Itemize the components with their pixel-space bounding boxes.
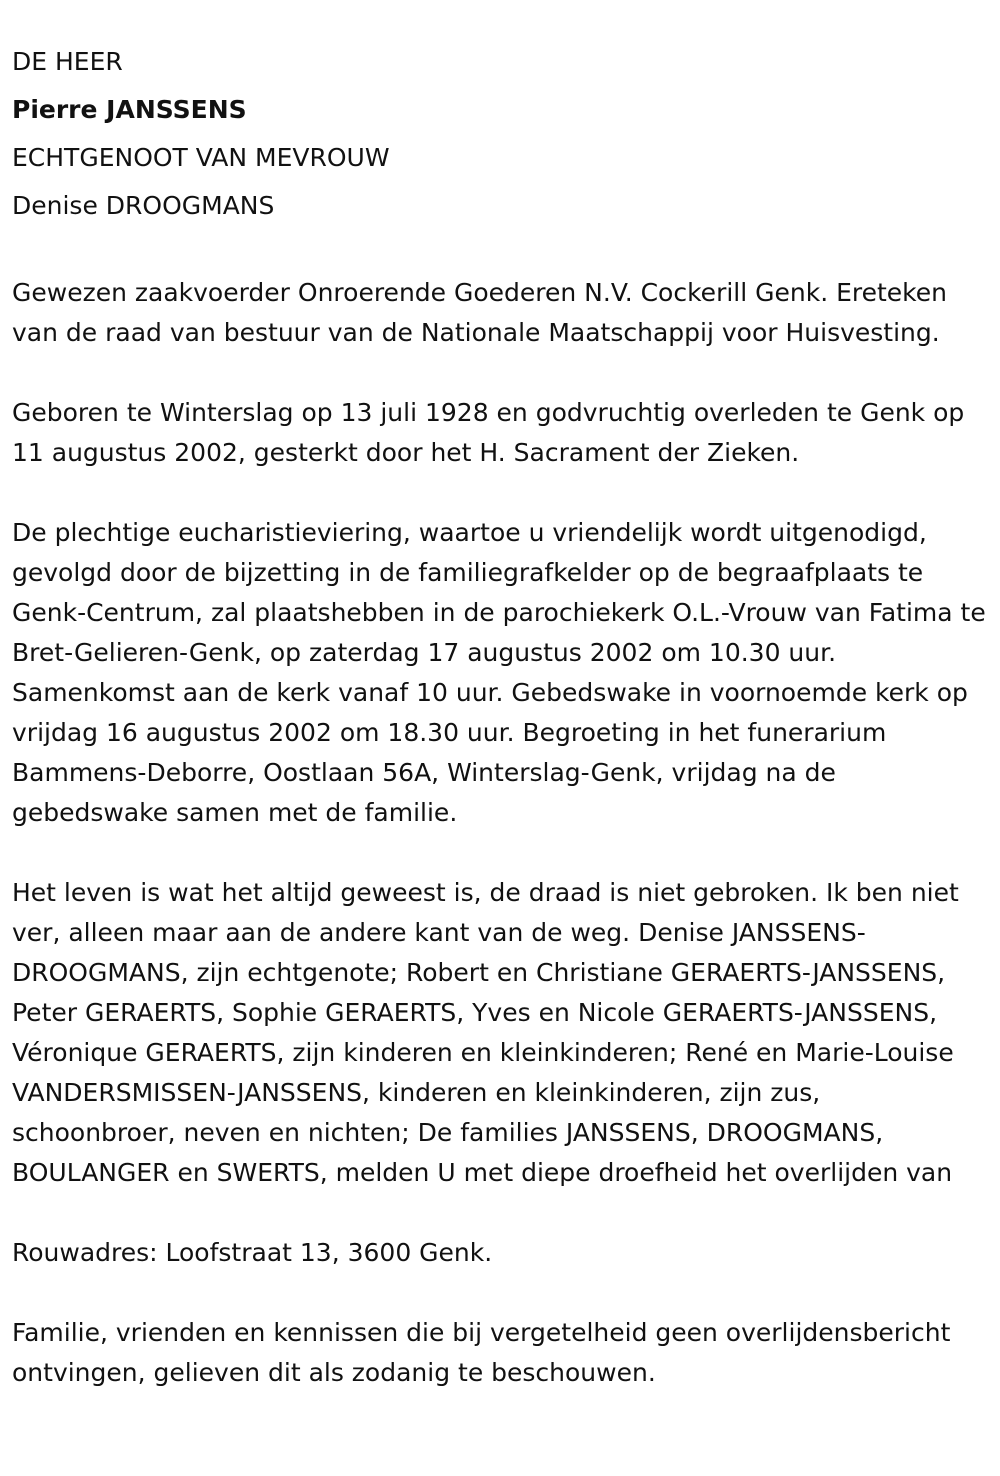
notice-paragraph: Familie, vrienden en kennissen die bij vergetelheid geen overlijdensbericht ontvingen, gelieven dit als zodanig te beschouwen. (12, 1318, 951, 1387)
spacer (12, 1273, 988, 1313)
spacer (12, 353, 988, 393)
address-paragraph: Rouwadres: Loofstraat 13, 3600 Genk. (12, 1238, 493, 1267)
spouse-name: Denise DROOGMANS (12, 191, 275, 220)
spacer (12, 473, 988, 513)
spacer (12, 230, 988, 273)
spouse-label: ECHTGENOOT VAN MEVROUW (12, 143, 390, 172)
spacer (12, 1193, 988, 1233)
spacer (12, 833, 988, 873)
deceased-name: Pierre JANSSENS (12, 95, 247, 124)
birth-death-paragraph: Geboren te Winterslag op 13 juli 1928 en godvruchtig overleden te Genk op 11 augustus 2002, gesterkt door het H. Sacrament der Zieken. (12, 398, 965, 467)
family-paragraph: Het leven is wat het altijd geweest is, de draad is niet gebroken. Ik ben niet ver, alleen maar aan de andere kant van de weg. Denise JANSSENS-DROOGMANS, zijn echtgenote; Robert en Christiane GERAERTS-JANSSENS, Peter GERAERTS, Sophie GERAERTS, Yves en Nicole GERAERTS-JANSSENS, Véronique GERAERTS, zijn kinderen en kleinkinderen; René en Marie-Louise VANDERSMISSEN-JANSSENS, kinderen en kleinkinderen, zijn zus, schoonbroer, neven en nichten; De families JANSSENS, DROOGMANS, BOULANGER en SWERTS, melden U met diepe droefheid het overlijden van (12, 878, 959, 1187)
career-paragraph: Gewezen zaakvoerder Onroerende Goederen N.V. Cockerill Genk. Ereteken van de raad van bestuur van de Nationale Maatschappij voor Huisvesting. (12, 278, 947, 347)
funeral-paragraph: De plechtige eucharistieviering, waartoe u vriendelijk wordt uitgenodigd, gevolgd door de bijzetting in de familiegrafkelder op de begraafplaats te Genk-Centrum, zal plaatshebben in de parochiekerk O.L.-Vrouw van Fatima te Bret-Gelieren-Genk, op zaterdag 17 augustus 2002 om 10.30 uur. Samenkomst aan de kerk vanaf 10 uur. Gebedswake in voornoemde kerk op vrijdag 16 augustus 2002 om 18.30 uur. Begroeting in het funerarium Bammens-Deborre, Oostlaan 56A, Winterslag-Genk, vrijdag na de gebedswake samen met de familie. (12, 518, 986, 827)
title-prefix: DE HEER (12, 47, 123, 76)
